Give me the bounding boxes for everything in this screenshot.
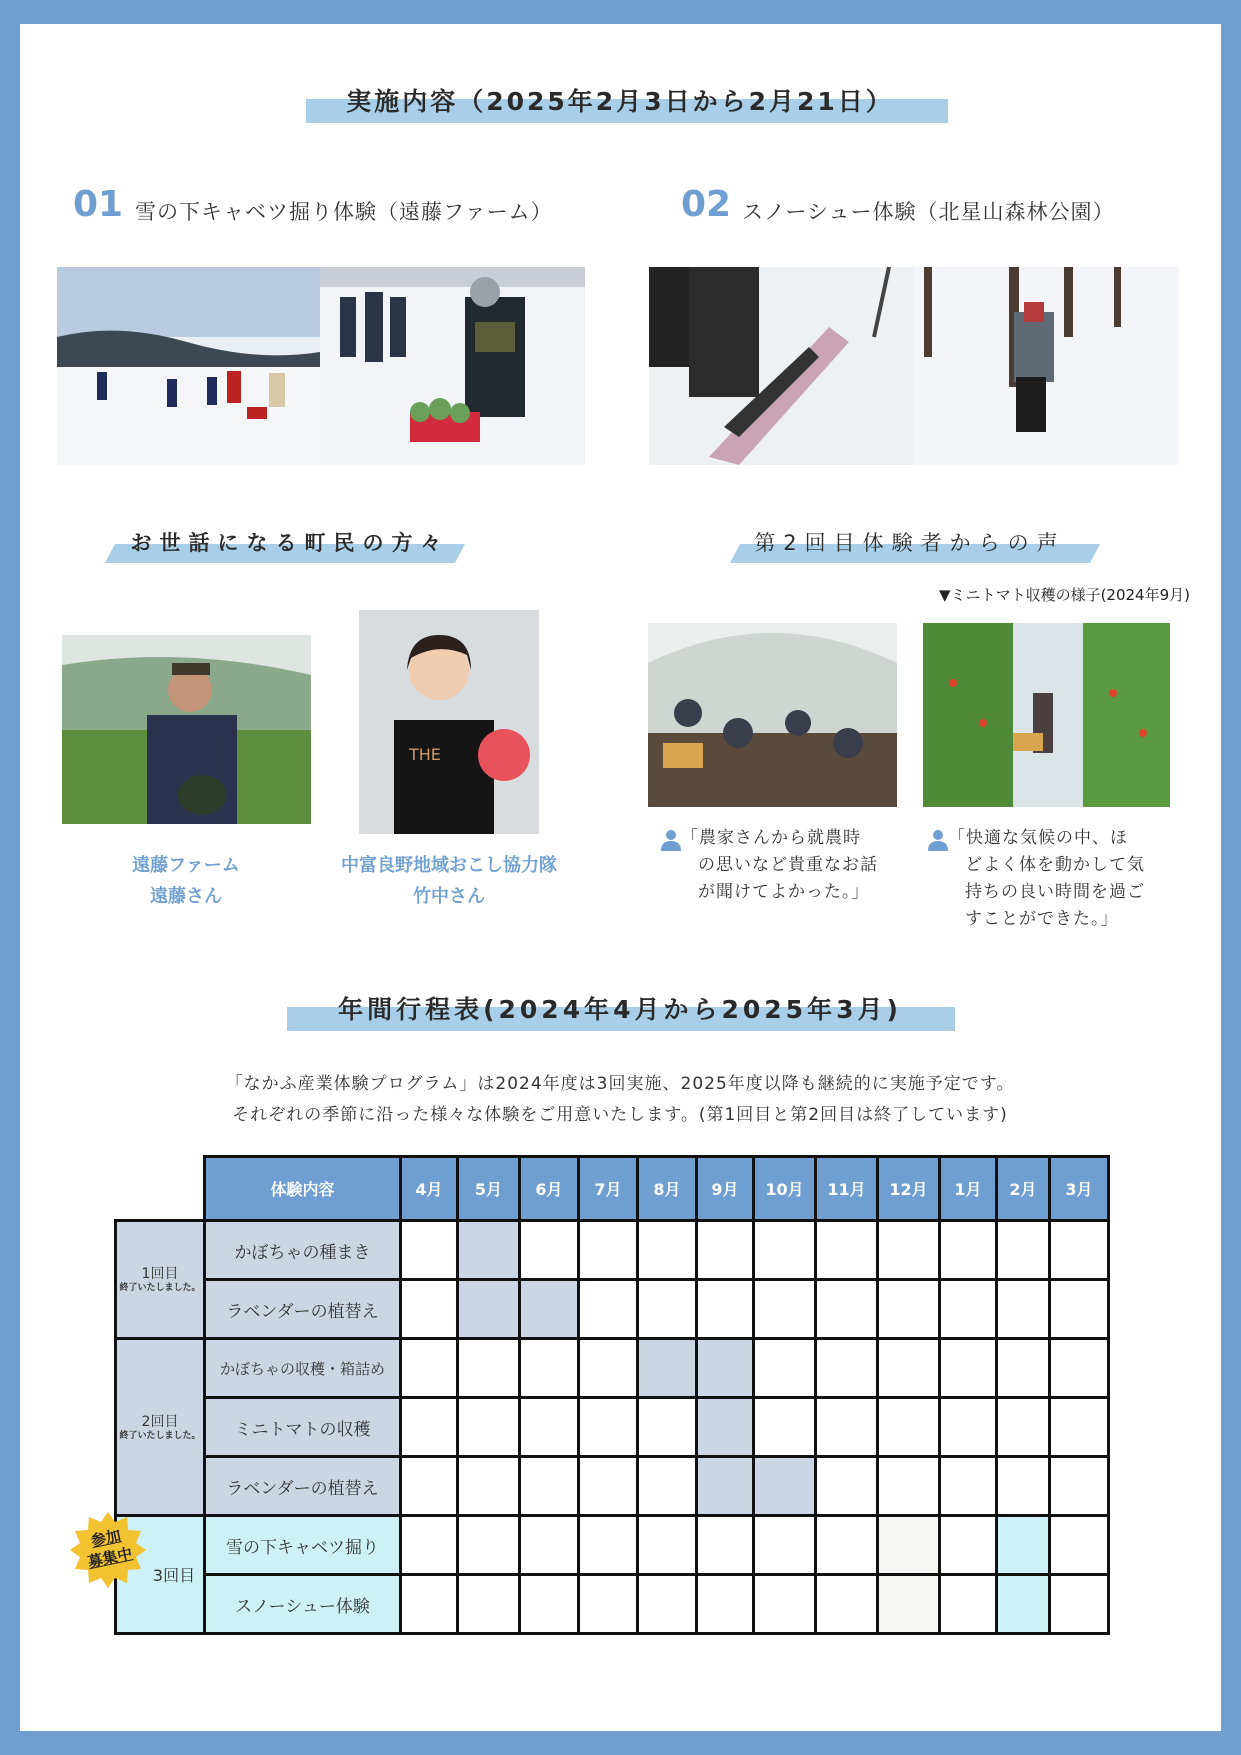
month-cell bbox=[458, 1457, 520, 1516]
month-cell bbox=[697, 1339, 754, 1398]
month-cell bbox=[520, 1516, 579, 1575]
month-cell bbox=[940, 1221, 997, 1280]
activity-number-02: 02 bbox=[681, 184, 732, 225]
month-cell bbox=[638, 1398, 697, 1457]
quote-line: 持ちの良い時間を過ご bbox=[965, 882, 1145, 902]
header-month: 8月 bbox=[638, 1157, 697, 1221]
month-cell bbox=[697, 1221, 754, 1280]
voices-title: 第2回目体験者からの声 bbox=[754, 531, 1066, 555]
month-cell bbox=[997, 1457, 1050, 1516]
header-month: 6月 bbox=[520, 1157, 579, 1221]
header-month: 3月 bbox=[1050, 1157, 1109, 1221]
townspeople-title: お世話になる町民の方々 bbox=[130, 531, 450, 555]
table-corner bbox=[116, 1157, 205, 1221]
table-row bbox=[116, 1398, 1109, 1457]
month-cell bbox=[638, 1280, 697, 1339]
month-cell bbox=[816, 1280, 878, 1339]
month-cell bbox=[697, 1398, 754, 1457]
month-cell bbox=[697, 1457, 754, 1516]
activity-label-01: 雪の下キャベツ掘り体験（遠藤ファーム） bbox=[135, 200, 553, 224]
cabbage-digging-photo-1 bbox=[57, 267, 320, 465]
table-row bbox=[116, 1575, 1109, 1634]
person-icon bbox=[928, 829, 948, 851]
activity-cell: ミニトマトの収穫 bbox=[205, 1398, 401, 1457]
month-cell bbox=[579, 1457, 638, 1516]
month-cell bbox=[401, 1516, 458, 1575]
header-activity: 体験内容 bbox=[205, 1157, 401, 1221]
quote-2 bbox=[948, 825, 1148, 933]
month-cell bbox=[1050, 1398, 1109, 1457]
month-cell bbox=[697, 1575, 754, 1634]
group-label bbox=[116, 1221, 205, 1339]
month-cell bbox=[997, 1398, 1050, 1457]
month-cell bbox=[754, 1457, 816, 1516]
month-cell bbox=[579, 1575, 638, 1634]
person-name-line: 遠藤ファーム bbox=[132, 855, 240, 876]
header-month: 1月 bbox=[940, 1157, 997, 1221]
activity-cell: かぼちゃの種まき bbox=[205, 1221, 401, 1280]
activity-cell: ラベンダーの植替え bbox=[205, 1457, 401, 1516]
month-cell bbox=[697, 1516, 754, 1575]
intro-line: 「なかふ産業体験プログラム」は2024年度は3回実施、2025年度以降も継続的に実施予定です。 bbox=[225, 1074, 1015, 1094]
activity-cell: ラベンダーの植替え bbox=[205, 1280, 401, 1339]
month-cell bbox=[520, 1457, 579, 1516]
badge-line: 募集中 bbox=[86, 1544, 134, 1572]
quote-line: 「快適な気候の中、ほ bbox=[948, 828, 1128, 848]
month-cell bbox=[638, 1575, 697, 1634]
month-cell bbox=[940, 1339, 997, 1398]
person-name-line: 中富良野地域おこし協力隊 bbox=[341, 855, 557, 876]
month-cell bbox=[940, 1575, 997, 1634]
month-cell bbox=[816, 1221, 878, 1280]
month-cell bbox=[520, 1398, 579, 1457]
quote-line: が聞けてよかった。」 bbox=[698, 882, 870, 902]
month-cell bbox=[754, 1221, 816, 1280]
month-cell bbox=[401, 1339, 458, 1398]
month-cell bbox=[1050, 1280, 1109, 1339]
month-cell bbox=[579, 1516, 638, 1575]
group-note: 終了いたしました。 bbox=[119, 1283, 201, 1293]
month-cell bbox=[878, 1457, 940, 1516]
person-name-takenaka bbox=[319, 850, 579, 912]
intro-line: それぞれの季節に沿った様々な体験をご用意いたします。(第1回目と第2回目は終了しています) bbox=[232, 1105, 1008, 1125]
photo-caption: ▼ミニトマト収穫の様子(2024年9月) bbox=[939, 586, 1190, 604]
month-cell bbox=[997, 1221, 1050, 1280]
month-cell bbox=[940, 1457, 997, 1516]
schedule-intro bbox=[80, 1069, 1160, 1131]
month-cell bbox=[579, 1398, 638, 1457]
month-cell bbox=[401, 1280, 458, 1339]
month-cell bbox=[1050, 1339, 1109, 1398]
schedule-title: 年間行程表(2024年4月から2025年3月) bbox=[338, 995, 902, 1024]
month-cell bbox=[878, 1398, 940, 1457]
header-month: 4月 bbox=[401, 1157, 458, 1221]
header-month: 12月 bbox=[878, 1157, 940, 1221]
month-cell bbox=[997, 1516, 1050, 1575]
month-cell bbox=[878, 1280, 940, 1339]
month-cell bbox=[520, 1575, 579, 1634]
recruiting-badge bbox=[70, 1512, 146, 1588]
group-label-text: 3回目 bbox=[152, 1566, 196, 1585]
person-name-line: 竹中さん bbox=[413, 886, 485, 907]
month-cell bbox=[754, 1575, 816, 1634]
month-cell bbox=[458, 1575, 520, 1634]
group-note: 終了いたしました。 bbox=[119, 1430, 201, 1441]
quote-1 bbox=[681, 825, 881, 906]
month-cell bbox=[401, 1457, 458, 1516]
header-month: 7月 bbox=[579, 1157, 638, 1221]
month-cell bbox=[754, 1398, 816, 1457]
header-month: 10月 bbox=[754, 1157, 816, 1221]
month-cell bbox=[754, 1280, 816, 1339]
month-cell bbox=[638, 1221, 697, 1280]
snowshoe-photo-1 bbox=[649, 267, 914, 465]
month-cell bbox=[697, 1280, 754, 1339]
greenhouse-photo-1 bbox=[648, 623, 897, 807]
month-cell bbox=[458, 1339, 520, 1398]
page bbox=[20, 24, 1221, 1731]
month-cell bbox=[401, 1221, 458, 1280]
snowshoe-photo-2 bbox=[914, 267, 1179, 465]
group-label bbox=[116, 1339, 205, 1516]
month-cell bbox=[816, 1457, 878, 1516]
month-cell bbox=[997, 1575, 1050, 1634]
month-cell bbox=[997, 1339, 1050, 1398]
group-label-text: 1回目 bbox=[141, 1266, 179, 1282]
group-label-text: 2回目 bbox=[141, 1413, 179, 1430]
month-cell bbox=[1050, 1516, 1109, 1575]
svg-text:THE: THE bbox=[409, 745, 441, 764]
page-title: 実施内容（2025年2月3日から2月21日） bbox=[346, 87, 894, 116]
month-cell bbox=[1050, 1221, 1109, 1280]
month-cell bbox=[940, 1516, 997, 1575]
quote-line: 「農家さんから就農時 bbox=[681, 828, 861, 848]
quote-line: の思いなど貴重なお話 bbox=[698, 855, 878, 875]
month-cell bbox=[579, 1339, 638, 1398]
month-cell bbox=[1050, 1575, 1109, 1634]
activity-number-01: 01 bbox=[73, 184, 124, 225]
month-cell bbox=[458, 1398, 520, 1457]
month-cell bbox=[458, 1221, 520, 1280]
month-cell bbox=[940, 1398, 997, 1457]
cabbage-digging-photo-2 bbox=[320, 267, 585, 465]
month-cell bbox=[816, 1516, 878, 1575]
month-cell bbox=[754, 1516, 816, 1575]
month-cell bbox=[520, 1221, 579, 1280]
month-cell bbox=[878, 1339, 940, 1398]
activity-cell: 雪の下キャベツ掘り bbox=[205, 1516, 401, 1575]
month-cell bbox=[520, 1339, 579, 1398]
month-cell bbox=[401, 1575, 458, 1634]
month-cell bbox=[1050, 1457, 1109, 1516]
activity-cell: かぼちゃの収穫・箱詰め bbox=[205, 1339, 401, 1398]
header-month: 9月 bbox=[697, 1157, 754, 1221]
badge-line: 参加 bbox=[89, 1526, 123, 1551]
header-month: 5月 bbox=[458, 1157, 520, 1221]
person-icon bbox=[661, 829, 681, 851]
person-name-line: 遠藤さん bbox=[150, 886, 222, 907]
person-name-endo bbox=[60, 850, 312, 912]
month-cell bbox=[458, 1516, 520, 1575]
month-cell bbox=[638, 1516, 697, 1575]
month-cell bbox=[816, 1575, 878, 1634]
table-row bbox=[116, 1221, 1109, 1280]
month-cell bbox=[878, 1575, 940, 1634]
month-cell bbox=[940, 1280, 997, 1339]
table-row bbox=[116, 1280, 1109, 1339]
takenaka-photo bbox=[359, 610, 539, 834]
quote-line: すことができた。」 bbox=[965, 909, 1119, 929]
month-cell bbox=[997, 1280, 1050, 1339]
month-cell bbox=[816, 1398, 878, 1457]
table-row bbox=[116, 1339, 1109, 1398]
month-cell bbox=[638, 1457, 697, 1516]
month-cell bbox=[401, 1398, 458, 1457]
schedule-table-wrap bbox=[114, 1155, 1154, 1666]
month-cell bbox=[520, 1280, 579, 1339]
month-cell bbox=[816, 1339, 878, 1398]
month-cell bbox=[579, 1221, 638, 1280]
month-cell bbox=[754, 1339, 816, 1398]
schedule-table bbox=[114, 1155, 1110, 1635]
month-cell bbox=[878, 1221, 940, 1280]
endo-photo bbox=[62, 635, 311, 824]
activity-label-02: スノーシュー体験（北星山森林公園） bbox=[742, 200, 1115, 224]
greenhouse-photo-2 bbox=[923, 623, 1170, 807]
month-cell bbox=[638, 1339, 697, 1398]
month-cell bbox=[579, 1280, 638, 1339]
quote-line: どよく体を動かして気 bbox=[965, 855, 1145, 875]
table-row bbox=[116, 1516, 1109, 1575]
month-cell bbox=[878, 1516, 940, 1575]
month-cell bbox=[458, 1280, 520, 1339]
header-month: 2月 bbox=[997, 1157, 1050, 1221]
activity-cell: スノーシュー体験 bbox=[205, 1575, 401, 1634]
header-month: 11月 bbox=[816, 1157, 878, 1221]
table-row bbox=[116, 1457, 1109, 1516]
